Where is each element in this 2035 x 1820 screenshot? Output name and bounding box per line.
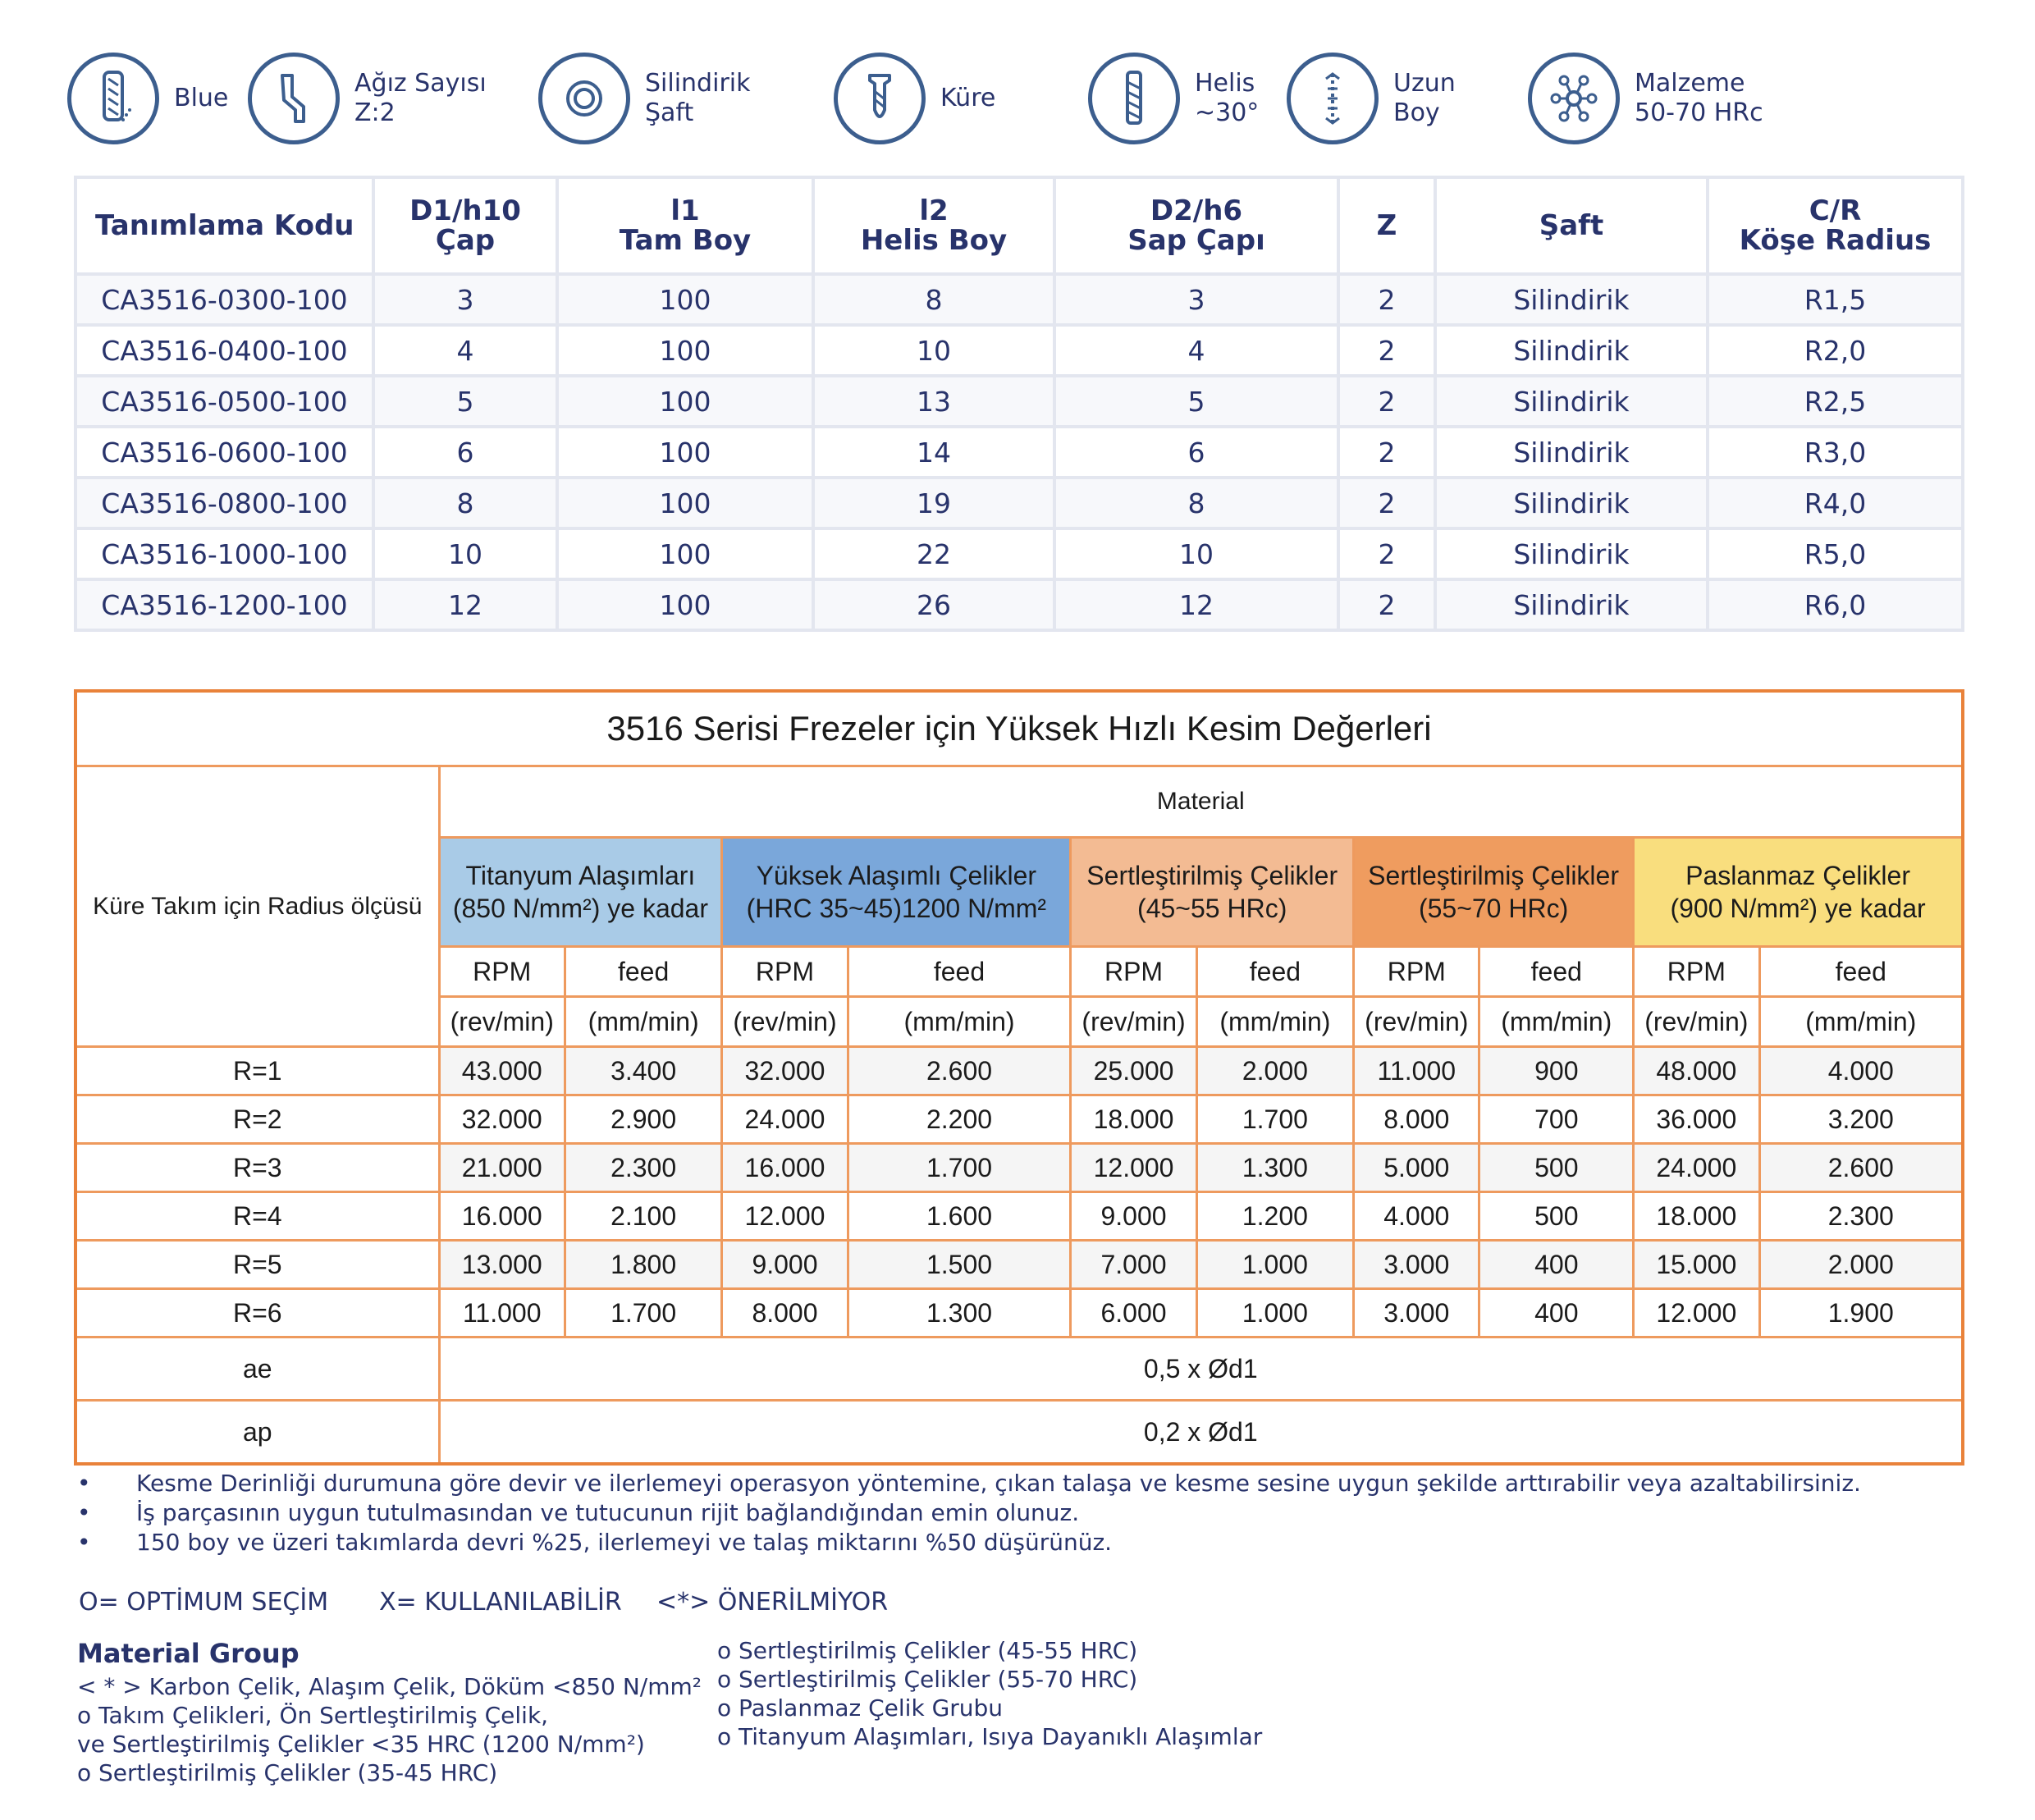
rpm-value: 5.000 <box>1354 1144 1479 1192</box>
group-high-alloy: Yüksek Alaşımlı Çelikler (HRC 35~45)1200 N/mm² <box>722 838 1071 947</box>
rpm-unit: (rev/min) <box>1071 997 1196 1047</box>
rpm-value: 21.000 <box>439 1144 565 1192</box>
cutting-data-row <box>75 1144 1963 1192</box>
group-hardened-55-70: Sertleştirilmiş Çelikler (55~70 HRc) <box>1354 838 1634 947</box>
legend-optimum: O= OPTİMUM SEÇİM <box>79 1588 329 1617</box>
header-corner-radius: C/R Köşe Radius <box>1708 177 1963 274</box>
rpm-label: RPM <box>722 947 848 997</box>
spec-cell: 4 <box>373 325 557 376</box>
spec-code-cell: CA3516-0400-100 <box>75 325 373 376</box>
material-group-item: o Sertleştirilmiş Çelikler (35-45 HRC) <box>77 1759 498 1786</box>
feed-value: 1.300 <box>1196 1144 1353 1192</box>
feed-value: 1.700 <box>848 1144 1071 1192</box>
spec-cell: 2 <box>1338 376 1435 427</box>
radius-label: R=2 <box>75 1095 439 1144</box>
spec-cell: 2 <box>1338 528 1435 579</box>
rpm-unit: (rev/min) <box>439 997 565 1047</box>
feed-value: 1.500 <box>848 1241 1071 1289</box>
spec-cell: Silindirik <box>1435 528 1708 579</box>
radius-label: R=6 <box>75 1289 439 1338</box>
spec-table-row <box>75 427 1963 478</box>
ap-row <box>75 1401 1963 1465</box>
feed-value: 1.200 <box>1196 1192 1353 1241</box>
rpm-value: 15.000 <box>1634 1241 1759 1289</box>
rpm-value: 24.000 <box>1634 1144 1759 1192</box>
rpm-value: 18.000 <box>1634 1192 1759 1241</box>
feed-value: 2.000 <box>1196 1047 1353 1095</box>
note-text: 150 boy ve üzeri takımlarda devri %25, ilerlemeyi ve talaş miktarını %50 düşürünüz. <box>136 1529 1113 1556</box>
spec-cell: 6 <box>373 427 557 478</box>
ae-label: ae <box>75 1338 439 1401</box>
rpm-unit: (rev/min) <box>722 997 848 1047</box>
radius-label: R=3 <box>75 1144 439 1192</box>
radius-row-header: Küre Takım için Radius ölçüsü <box>75 766 439 1047</box>
feed-value: 1.900 <box>1759 1289 1963 1338</box>
feed-value: 3.400 <box>565 1047 721 1095</box>
cutting-table-title: 3516 Serisi Frezeler için Yüksek Hızlı Kesim Değerleri <box>75 691 1963 766</box>
blue-label: Blue <box>174 84 229 112</box>
note-text: Kesme Derinliği durumuna göre devir ve ilerlemeyi operasyon yöntemine, çıkan talaşa ve kesme sesine uygun şekilde arttırabilir veya azaltabilirsiniz. <box>136 1470 1861 1497</box>
feed-value: 1.300 <box>848 1289 1071 1338</box>
ap-label: ap <box>75 1401 439 1465</box>
spec-cell: 100 <box>557 478 813 528</box>
feed-value: 1.800 <box>565 1241 721 1289</box>
length-label: Uzun Boy <box>1393 69 1456 127</box>
feed-label: feed <box>1196 947 1353 997</box>
feed-unit: (mm/min) <box>848 997 1071 1047</box>
spec-cell: 100 <box>557 325 813 376</box>
rpm-value: 11.000 <box>439 1289 565 1338</box>
feed-value: 1.000 <box>1196 1289 1353 1338</box>
rpm-value: 9.000 <box>722 1241 848 1289</box>
ae-value: 0,5 x Ød1 <box>439 1338 1963 1401</box>
feed-value: 700 <box>1479 1095 1634 1144</box>
spec-cell: 100 <box>557 579 813 630</box>
material-group-item: o Titanyum Alaşımları, Isıya Dayanıklı Alaşımlar <box>717 1723 1263 1750</box>
spec-cell: Silindirik <box>1435 427 1708 478</box>
spec-cell: Silindirik <box>1435 274 1708 325</box>
ae-row <box>75 1338 1963 1401</box>
header-shank-diameter: D2/h6 Sap Çapı <box>1054 177 1338 274</box>
feed-value: 2.900 <box>565 1095 721 1144</box>
feed-value: 900 <box>1479 1047 1634 1095</box>
spec-code-cell: CA3516-0300-100 <box>75 274 373 325</box>
spec-code-cell: CA3516-1200-100 <box>75 579 373 630</box>
rpm-value: 7.000 <box>1071 1241 1196 1289</box>
rpm-value: 6.000 <box>1071 1289 1196 1338</box>
spec-cell: 2 <box>1338 274 1435 325</box>
ball-nose-icon <box>834 53 926 144</box>
spec-cell: 2 <box>1338 427 1435 478</box>
material-group-item: ve Sertleştirilmiş Çelikler <35 HRC (1200 N/mm²) <box>77 1731 645 1758</box>
spec-table-row <box>75 376 1963 427</box>
spec-cell: Silindirik <box>1435 325 1708 376</box>
material-group-item: o Sertleştirilmiş Çelikler (45-55 HRC) <box>717 1637 1138 1664</box>
radius-label: R=5 <box>75 1241 439 1289</box>
long-length-icon <box>1287 53 1379 144</box>
feed-value: 2.200 <box>848 1095 1071 1144</box>
feed-value: 500 <box>1479 1144 1634 1192</box>
helix-label: Helis ~30° <box>1195 69 1260 127</box>
feed-label: feed <box>565 947 721 997</box>
rpm-value: 12.000 <box>722 1192 848 1241</box>
rpm-label: RPM <box>1634 947 1759 997</box>
spec-cell: 8 <box>813 274 1054 325</box>
tool-spec-table <box>74 176 1964 632</box>
rpm-label: RPM <box>1071 947 1196 997</box>
spec-code-cell: CA3516-0800-100 <box>75 478 373 528</box>
rpm-label: RPM <box>439 947 565 997</box>
spec-cell: 2 <box>1338 325 1435 376</box>
spec-cell: 19 <box>813 478 1054 528</box>
feed-value: 400 <box>1479 1241 1634 1289</box>
rpm-value: 25.000 <box>1071 1047 1196 1095</box>
spec-cell: R5,0 <box>1708 528 1963 579</box>
feature-material <box>1528 49 1763 148</box>
spec-cell: R2,5 <box>1708 376 1963 427</box>
spec-cell: 100 <box>557 376 813 427</box>
feed-unit: (mm/min) <box>1759 997 1963 1047</box>
feed-value: 1.000 <box>1196 1241 1353 1289</box>
spec-cell: 12 <box>373 579 557 630</box>
material-header: Material <box>439 766 1963 838</box>
spec-cell: 10 <box>1054 528 1338 579</box>
header-code: Tanımlama Kodu <box>75 177 373 274</box>
spec-cell: 10 <box>373 528 557 579</box>
spec-cell: 12 <box>1054 579 1338 630</box>
material-group-title: Material Group <box>77 1638 300 1669</box>
feature-ball <box>834 49 995 148</box>
rpm-unit: (rev/min) <box>1634 997 1759 1047</box>
rpm-value: 36.000 <box>1634 1095 1759 1144</box>
feed-unit: (mm/min) <box>565 997 721 1047</box>
rpm-value: 24.000 <box>722 1095 848 1144</box>
feed-unit: (mm/min) <box>1196 997 1353 1047</box>
note-item: • 150 boy ve üzeri takımlarda devri %25, ilerlemeyi ve talaş miktarını %50 düşürünüz. <box>77 1529 1113 1556</box>
spec-header-row <box>75 177 1963 274</box>
note-item: • Kesme Derinliği durumuna göre devir ve ilerlemeyi operasyon yöntemine, çıkan talaşa ve kesme sesine uygun şekilde arttırabilir veya azaltabilirsiniz. <box>77 1470 1861 1497</box>
spec-table-row <box>75 528 1963 579</box>
spec-cell: 14 <box>813 427 1054 478</box>
rpm-label: RPM <box>1354 947 1479 997</box>
spec-cell: R6,0 <box>1708 579 1963 630</box>
spec-table-row <box>75 274 1963 325</box>
radius-label: R=4 <box>75 1192 439 1241</box>
feed-value: 400 <box>1479 1289 1634 1338</box>
spec-cell: R1,5 <box>1708 274 1963 325</box>
spec-cell: 4 <box>1054 325 1338 376</box>
rpm-value: 3.000 <box>1354 1241 1479 1289</box>
cutting-data-row <box>75 1241 1963 1289</box>
spec-cell: Silindirik <box>1435 478 1708 528</box>
material-group-item: o Paslanmaz Çelik Grubu <box>717 1694 1004 1722</box>
rpm-value: 13.000 <box>439 1241 565 1289</box>
feed-value: 1.600 <box>848 1192 1071 1241</box>
spec-cell: R2,0 <box>1708 325 1963 376</box>
spec-code-cell: CA3516-0600-100 <box>75 427 373 478</box>
cutting-data-row <box>75 1047 1963 1095</box>
note-text: İş parçasının uygun tutulmasından ve tutucunun rijit bağlandığından emin olunuz. <box>136 1499 1080 1526</box>
rpm-unit: (rev/min) <box>1354 997 1479 1047</box>
spec-cell: 22 <box>813 528 1054 579</box>
feed-unit: (mm/min) <box>1479 997 1634 1047</box>
feature-flutes <box>248 49 487 148</box>
spec-cell: 100 <box>557 274 813 325</box>
rpm-value: 8.000 <box>722 1289 848 1338</box>
legend-usable: X= KULLANILABİLİR <box>379 1588 622 1617</box>
shank-label: Silindirik Şaft <box>645 69 751 127</box>
rpm-value: 4.000 <box>1354 1192 1479 1241</box>
feature-helix <box>1088 49 1259 148</box>
cutting-data-row <box>75 1192 1963 1241</box>
spec-cell: 5 <box>1054 376 1338 427</box>
material-group-item: o Takım Çelikleri, Ön Sertleştirilmiş Çelik, <box>77 1702 549 1729</box>
feed-value: 3.200 <box>1759 1095 1963 1144</box>
header-z: Z <box>1338 177 1435 274</box>
spec-cell: 3 <box>373 274 557 325</box>
spec-cell: 100 <box>557 427 813 478</box>
group-stainless: Paslanmaz Çelikler (900 N/mm²) ye kadar <box>1634 838 1963 947</box>
spec-code-cell: CA3516-1000-100 <box>75 528 373 579</box>
rpm-value: 11.000 <box>1354 1047 1479 1095</box>
header-diameter: D1/h10 Çap <box>373 177 557 274</box>
feed-value: 2.300 <box>565 1144 721 1192</box>
rpm-value: 43.000 <box>439 1047 565 1095</box>
spec-code-cell: CA3516-0500-100 <box>75 376 373 427</box>
spec-cell: 6 <box>1054 427 1338 478</box>
material-label: Malzeme 50-70 HRc <box>1635 69 1763 127</box>
spec-cell: 2 <box>1338 579 1435 630</box>
header-helix-length: l2 Helis Boy <box>813 177 1054 274</box>
spec-cell: Silindirik <box>1435 579 1708 630</box>
notes-list <box>77 1469 1861 1557</box>
spec-cell: 100 <box>557 528 813 579</box>
rpm-value: 12.000 <box>1071 1144 1196 1192</box>
cutting-data-row <box>75 1095 1963 1144</box>
feed-value: 2.600 <box>848 1047 1071 1095</box>
header-total-length: l1 Tam Boy <box>557 177 813 274</box>
spec-table-body <box>75 274 1963 630</box>
feed-value: 1.700 <box>565 1289 721 1338</box>
spec-cell: 3 <box>1054 274 1338 325</box>
spec-cell: 10 <box>813 325 1054 376</box>
flute-count-label: Ağız Sayısı Z:2 <box>354 69 487 127</box>
spec-table-row <box>75 325 1963 376</box>
feed-value: 500 <box>1479 1192 1634 1241</box>
feed-value: 2.100 <box>565 1192 721 1241</box>
blue-coating-icon <box>67 53 159 144</box>
rpm-value: 32.000 <box>722 1047 848 1095</box>
cutting-values-table <box>74 689 1964 1466</box>
spec-table-row <box>75 478 1963 528</box>
cylindrical-shank-icon <box>538 53 630 144</box>
cutting-data-row <box>75 1289 1963 1338</box>
helix-icon <box>1088 53 1180 144</box>
ball-label: Küre <box>940 84 996 112</box>
note-item: • İş parçasının uygun tutulmasından ve tutucunun rijit bağlandığından emin olunuz. <box>77 1499 1080 1526</box>
spec-cell: R4,0 <box>1708 478 1963 528</box>
feed-label: feed <box>848 947 1071 997</box>
spec-cell: 13 <box>813 376 1054 427</box>
feed-value: 2.600 <box>1759 1144 1963 1192</box>
rpm-value: 48.000 <box>1634 1047 1759 1095</box>
cutting-data-body <box>75 1047 1963 1338</box>
rpm-value: 9.000 <box>1071 1192 1196 1241</box>
ap-value: 0,2 x Ød1 <box>439 1401 1963 1465</box>
spec-cell: 5 <box>373 376 557 427</box>
feed-value: 2.300 <box>1759 1192 1963 1241</box>
feature-shank <box>538 49 750 148</box>
feature-length <box>1287 49 1456 148</box>
rpm-value: 18.000 <box>1071 1095 1196 1144</box>
material-icon <box>1528 53 1620 144</box>
spec-cell: 2 <box>1338 478 1435 528</box>
material-group-item: < * > Karbon Çelik, Alaşım Çelik, Döküm <850 N/mm² <box>77 1673 702 1700</box>
material-group-right <box>717 1636 1262 1751</box>
group-titanium: Titanyum Alaşımları (850 N/mm²) ye kadar <box>439 838 722 947</box>
header-shank: Şaft <box>1435 177 1708 274</box>
spec-cell: R3,0 <box>1708 427 1963 478</box>
spec-cell: 26 <box>813 579 1054 630</box>
rpm-value: 32.000 <box>439 1095 565 1144</box>
feed-label: feed <box>1759 947 1963 997</box>
legend-not-recommended: <*> ÖNERİLMİYOR <box>656 1588 889 1617</box>
material-group-item: o Sertleştirilmiş Çelikler (55-70 HRC) <box>717 1666 1138 1693</box>
material-group-left <box>77 1672 702 1787</box>
flute-count-icon <box>248 53 340 144</box>
spec-cell: 8 <box>373 478 557 528</box>
group-hardened-45-55: Sertleştirilmiş Çelikler (45~55 HRc) <box>1071 838 1354 947</box>
feature-blue <box>67 49 228 148</box>
rpm-value: 3.000 <box>1354 1289 1479 1338</box>
feed-value: 1.700 <box>1196 1095 1353 1144</box>
feed-label: feed <box>1479 947 1634 997</box>
rpm-value: 16.000 <box>439 1192 565 1241</box>
feed-value: 4.000 <box>1759 1047 1963 1095</box>
spec-table-row <box>75 579 1963 630</box>
radius-label: R=1 <box>75 1047 439 1095</box>
rpm-value: 16.000 <box>722 1144 848 1192</box>
spec-cell: 8 <box>1054 478 1338 528</box>
rpm-value: 12.000 <box>1634 1289 1759 1338</box>
spec-cell: Silindirik <box>1435 376 1708 427</box>
feed-value: 2.000 <box>1759 1241 1963 1289</box>
rpm-value: 8.000 <box>1354 1095 1479 1144</box>
